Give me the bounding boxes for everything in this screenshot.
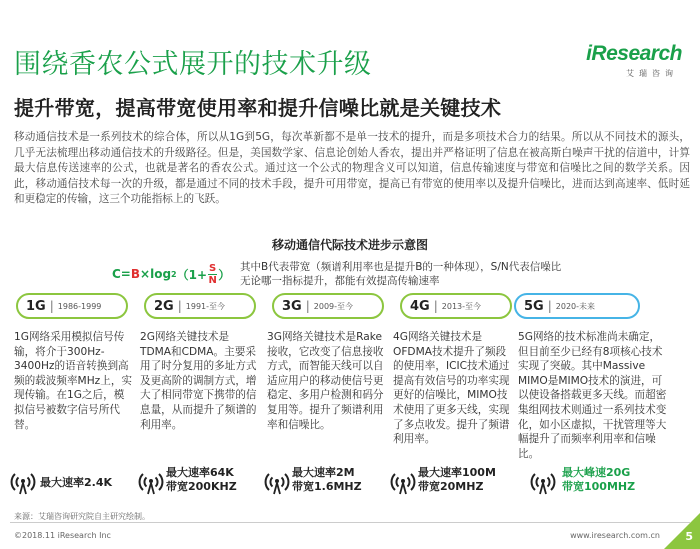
generation-timeline: [16, 293, 684, 321]
gen-pill-1g: [16, 293, 128, 319]
gen-stat-3g: [292, 466, 362, 494]
formula-fraction: [208, 263, 217, 286]
logo-wordmark: iResearch: [586, 42, 682, 65]
formula-log-base: 2: [171, 269, 177, 279]
gen-pill-4g: [400, 293, 512, 319]
iresearch-logo: [582, 40, 682, 80]
signal-tower-icon: [138, 469, 164, 495]
signal-tower-icon: [530, 469, 556, 495]
gen-pill-2g: [144, 293, 256, 319]
website-url: www.iresearch.com.cn: [570, 531, 660, 540]
page-number: 5: [685, 530, 693, 543]
source-note: 来源：艾瑞咨询研究院自主研究绘制。: [14, 512, 150, 521]
gen-years: 2020-未来: [555, 301, 596, 311]
signal-tower-icon: [10, 469, 36, 495]
gen-pill-3g: [272, 293, 384, 319]
gen-description-4g: 4G网络关键技术是OFDMA技术提升了频段的使用率，ICIC技术通过提高有效信号的功率实现更好的信噪比，MIMO技术使用了更多天线，实现了多点收发。提升了频谱利用率。: [393, 331, 510, 446]
formula-signal: S: [209, 262, 217, 274]
formula-note-line-1: 其中B代表带宽（频谱利用率也是提升B的一种体现），S/N代表信噪比: [240, 261, 562, 273]
gen-description-5g: 5G网络的技术标准尚未确定，但目前至少已经有8项核心技术实现了突破。其中Massive MIMO是MIMO技术的演进，可以使设备搭载更多天线。而超密集组网技术则通过一系列技术变化，如小区虚拟，干扰管理等大幅提升了而频率利用率和信噪比。: [518, 331, 667, 460]
footer-divider: [10, 522, 690, 523]
gen-stat-4g: [418, 466, 496, 494]
formula-close: ）: [218, 267, 231, 282]
formula-open: （1+: [176, 267, 208, 282]
formula-log: ×log: [140, 267, 172, 281]
gen-stat-5g: [562, 466, 635, 494]
gen-years: 2013-至今: [441, 301, 482, 311]
gen-name: 2G: [154, 298, 174, 314]
gen-name: 1G: [26, 298, 46, 314]
formula-noise: N: [208, 274, 217, 286]
page-corner-decoration: [664, 513, 700, 549]
gen-stat-bandwidth: 带宽200KHZ: [166, 480, 237, 493]
gen-separator: |: [49, 299, 54, 313]
page-title: 围绕香农公式展开的技术升级: [14, 49, 372, 80]
page-subtitle: 提升带宽，提高带宽使用率和提升信噪比就是关键技术: [14, 96, 502, 120]
gen-stat-rate: 最大速率2.4K: [40, 476, 113, 489]
signal-tower-icon: [390, 469, 416, 495]
gen-stat-rate: 最大速率64K: [166, 466, 234, 479]
diagram-title: 移动通信代际技术进步示意图: [271, 238, 428, 252]
gen-years: 1986-1999: [57, 301, 102, 311]
gen-stat-bandwidth: 带宽20MHZ: [418, 480, 484, 493]
formula-lhs: C=: [112, 267, 131, 281]
formula-note-line-2: 无论哪一指标提升，都能有效提高传输速率: [240, 275, 440, 287]
gen-separator: |: [547, 299, 552, 313]
signal-tower-icon: [264, 469, 290, 495]
gen-stat-bandwidth: 带宽1.6MHZ: [292, 480, 362, 493]
gen-name: 4G: [410, 298, 430, 314]
gen-years: 2009-至今: [313, 301, 354, 311]
logo-chinese: 艾瑞咨询: [626, 69, 678, 78]
gen-stat-1g: [40, 476, 112, 490]
gen-description-2g: 2G网络关键技术是TDMA和CDMA。主要采用了时分复用的多址方式及更高阶的调制方式，增大了相同带宽下携带的信息量，从而提升了频谱的利用率。: [140, 331, 257, 431]
gen-stat-rate: 最大速率100M: [418, 466, 496, 479]
gen-description-3g: 3G网络关键技术是Rake接收，它改变了信息接收方式，而智能天线可以自适应用户的移动使信号更稳定、多用户检测和码分复用等。提升了频谱利用率和信噪比。: [267, 331, 384, 431]
formula-bandwidth: B: [130, 267, 141, 281]
gen-years: 1991-至今: [185, 301, 226, 311]
gen-stat-bandwidth: 带宽100MHZ: [562, 480, 636, 493]
gen-pill-5g: [514, 293, 640, 319]
copyright: ©2018.11 iResearch Inc: [14, 531, 111, 540]
gen-separator: |: [305, 299, 310, 313]
gen-stat-rate: 最大峰速20G: [562, 466, 631, 479]
shannon-formula: [112, 258, 230, 290]
gen-name: 3G: [282, 298, 302, 314]
gen-stat-2g: [166, 466, 237, 494]
gen-separator: |: [433, 299, 438, 313]
formula-note: [240, 260, 561, 288]
gen-name: 5G: [524, 298, 544, 314]
gen-description-1g: 1G网络采用模拟信号传输，将介于300Hz-3400Hz的语音转换到高频的载波频率MHz上，实现传输。在1G之后，模拟信号被数字信号所代替。: [14, 331, 133, 431]
gen-stat-rate: 最大速率2M: [292, 466, 355, 479]
intro-paragraph: 移动通信技术是一系列技术的综合体，所以从1G到5G，每次革新都不是单一技术的提升，而是多项技术合力的结果。所以从不同技术的源头，几乎无法梳理出移动通信技术的升级路径。但是，美国数学家、信息论创始人香农，提出并严格证明了信息在被高斯白噪声干扰的信道中，计算最大信息传送速率的公式，也就是著名的香农公式。通过这一个公式的物理含义可以知道，信息传输速度与带宽和信噪比之间的数学关系。因此，移动通信技术每一次的升级，都是通过不同的技术手段，提升可用带宽，提高已有带宽的使用率以及提升信噪比，进而达到高速率、低时延和更稳定的传输，这三个功能指标上的飞跃。: [14, 131, 690, 206]
gen-separator: |: [177, 299, 182, 313]
